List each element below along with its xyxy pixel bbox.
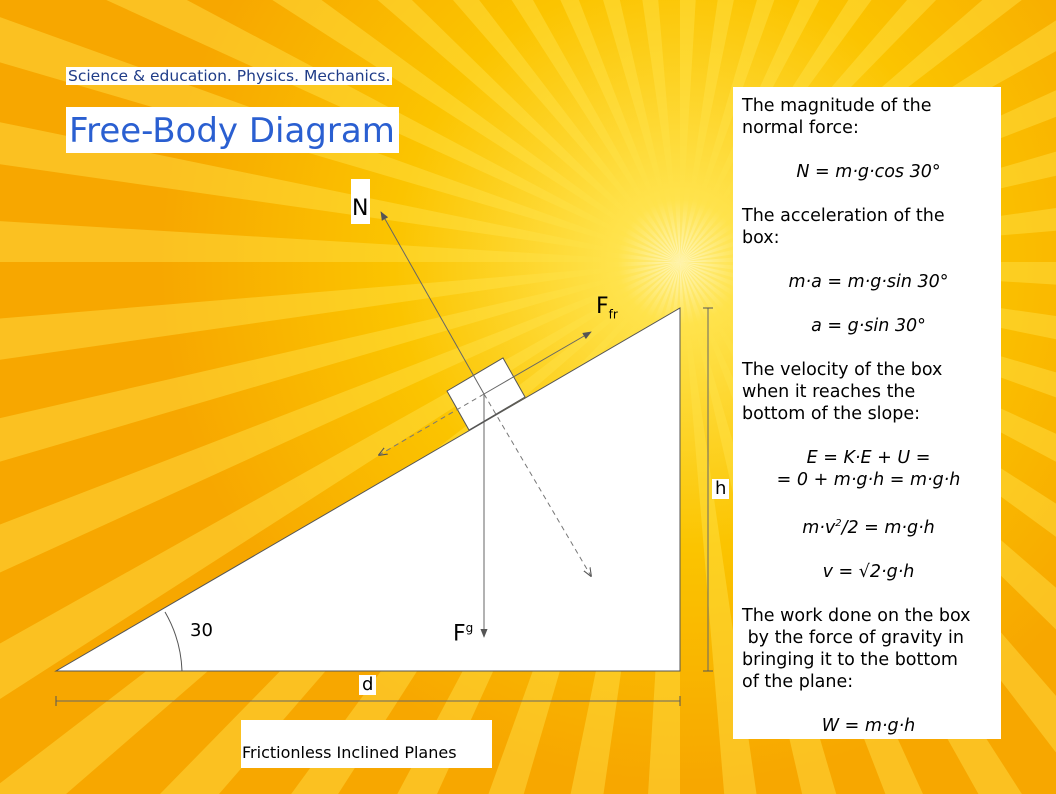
energy-formula-2: = 0 + m·g·h = m·g·h [776, 470, 961, 490]
normal-force-label: N [351, 179, 370, 224]
friction-force-label: $F_{fr}$ [596, 294, 618, 322]
acceleration-formula-1: m·a = m·g·sin 30° [788, 272, 949, 292]
velocity-text: The velocity of the box when it reaches the bottom of the slope: [742, 360, 943, 424]
page-title: Free-Body Diagram [66, 107, 399, 153]
work-formula: W = m·g·h [821, 715, 916, 736]
work-text: The work done on the box by the force of gravity in bringing it to the bottom of the plane: [742, 605, 971, 692]
height-label: h [712, 479, 729, 499]
acceleration-formula-2: a = g·sin 30° [811, 316, 926, 336]
angle-label: 30 [190, 620, 213, 641]
explanation-panel [733, 87, 1001, 739]
caption: Frictionless Inclined Planes [241, 720, 492, 768]
kinetic-formula: $m\cdot v^2/2 = m\cdot g\cdot h$ [802, 517, 935, 538]
distance-label: d [359, 675, 376, 695]
gravity-force-label: $F^g$ [453, 621, 474, 647]
acceleration-text: The acceleration of the box: [742, 206, 945, 248]
subtitle: Science & education. Physics. Mechanics. [68, 67, 391, 85]
velocity-formula: v = √2·g·h [822, 561, 915, 582]
normal-force-text: The magnitude of the normal force: [742, 96, 932, 138]
energy-formula-1: E = K·E + U = [806, 448, 931, 468]
normal-force-formula: N = m·g·cos 30° [796, 162, 941, 182]
